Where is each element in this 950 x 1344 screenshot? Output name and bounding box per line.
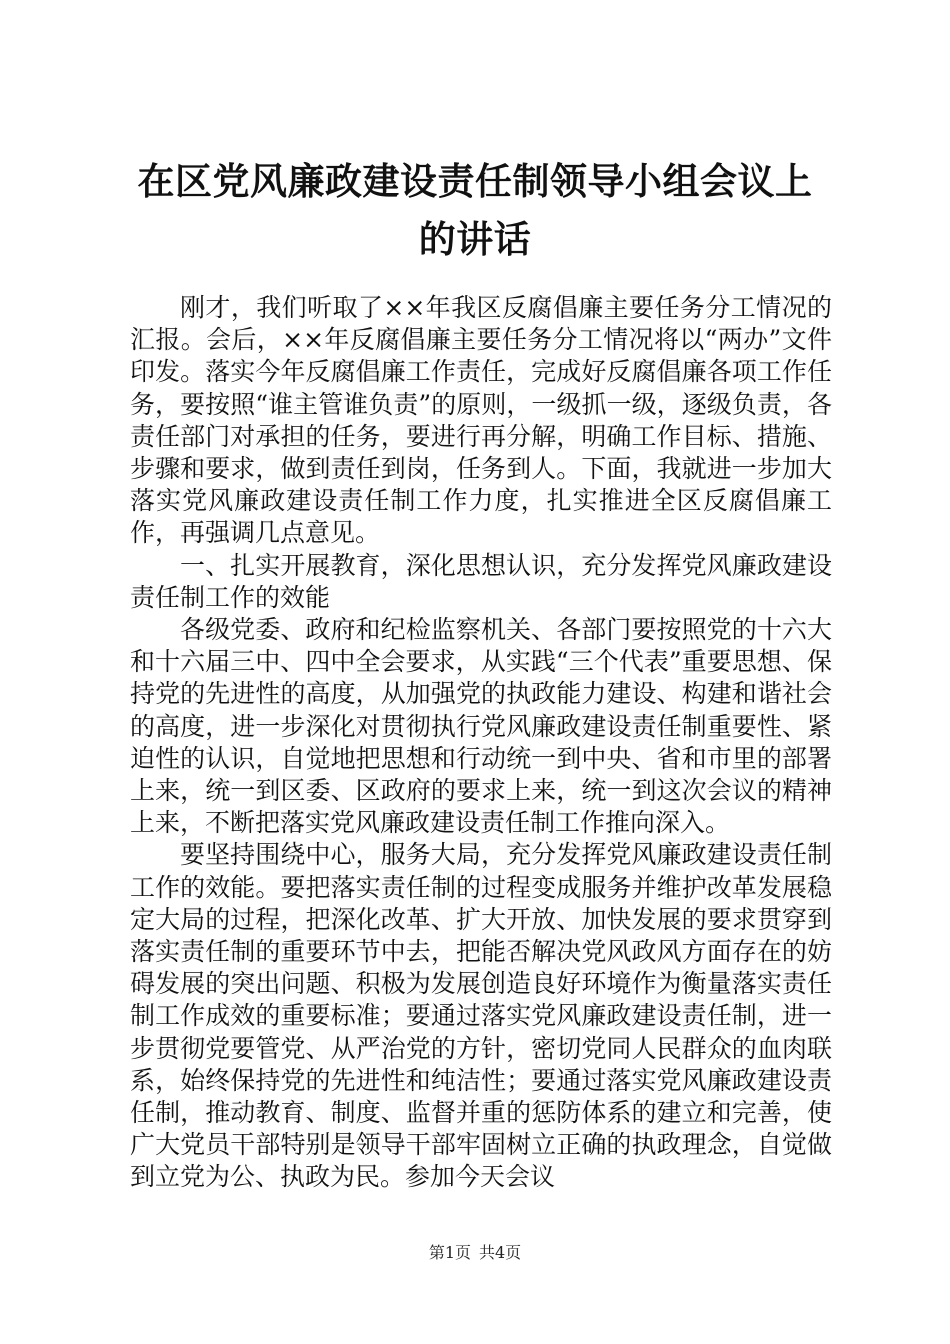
document-body: [130, 292, 832, 1194]
paragraph-education: 各级党委、政府和纪检监察机关、各部门要按照党的十六大和十六届三中、四中全会要求，从实践“三个代表”重要思想、保持党的先进性的高度，从加强党的执政能力建设、构建和谐社会的高度，进一步深化对贯彻执行党风廉政建设责任制重要性、紧迫性的认识，自觉地把思想和行动统一到中央、省和市里的部署上来，统一到区委、区政府的要求上来，统一到这次会议的精神上来，不断把落实党风廉政建设责任制工作推向深入。: [130, 615, 832, 838]
page-footer: [0, 1243, 950, 1263]
section-heading-1: 一、扎实开展教育，深化思想认识，充分发挥党风廉政建设责任制工作的效能: [130, 550, 832, 612]
paragraph-service: 要坚持围绕中心，服务大局，充分发挥党风廉政建设责任制工作的效能。要把落实责任制的过程变成服务并维护改革发展稳定大局的过程，把深化改革、扩大开放、加快发展的要求贯穿到落实责任制的重要环节中去，把能否解决党风政风方面存在的妨碍发展的突出问题、积极为发展创造良好环境作为衡量落实责任制工作成效的重要标准；要通过落实党风廉政建设责任制，进一步贯彻党要管党、从严治党的方针，密切党同人民群众的血肉联系，始终保持党的先进性和纯洁性；要通过落实党风廉政建设责任制，推动教育、制度、监督并重的惩防体系的建立和完善，使广大党员干部特别是领导干部牢固树立正确的执政理念，自觉做到立党为公、执政为民。参加今天会议: [130, 840, 832, 1192]
paragraph-intro: 刚才，我们听取了××年我区反腐倡廉主要任务分工情况的汇报。会后，××年反腐倡廉主要任务分工情况将以“两办”文件印发。落实今年反腐倡廉工作责任，完成好反腐倡廉各项工作任务，要按照“谁主管谁负责”的原则，一级抓一级，逐级负责，各责任部门对承担的任务，要进行再分解，明确工作目标、措施、步骤和要求，做到责任到岗，任务到人。下面，我就进一步加大落实党风廉政建设责任制工作力度，扎实推进全区反腐倡廉工作，再强调几点意见。: [130, 293, 832, 548]
page-total: 共4页: [479, 1243, 522, 1262]
page-number: 第1页: [428, 1243, 471, 1262]
document-title: 在区党风廉政建设责任制领导小组会议上的讲话: [137, 159, 813, 261]
